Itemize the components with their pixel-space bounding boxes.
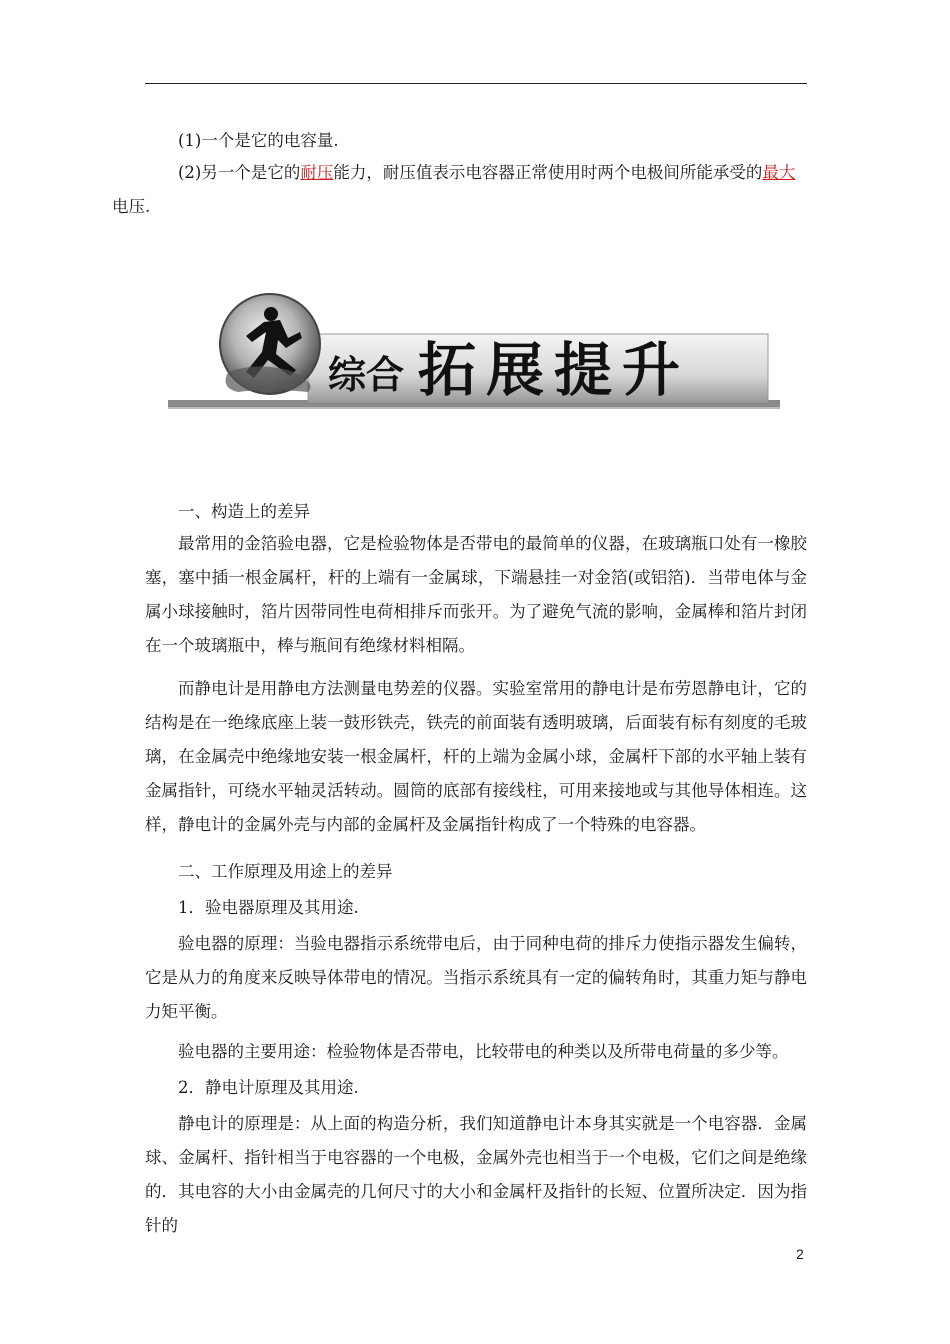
page-number: 2 xyxy=(796,1246,804,1262)
banner-title-small: 综合 xyxy=(328,352,405,397)
paragraph-electroscope-principle: 验电器的原理：当验电器指示系统带电后，由于同种电荷的排斥力使指示器发生偏转，它是从力的角度来反映导体带电的情况。当指示系统具有一定的偏转角时，其重力矩与静电力矩平衡。 xyxy=(145,934,807,1021)
capacitor-item-2 xyxy=(112,156,807,224)
heading-principle: 二、工作原理及用途上的差异 xyxy=(178,862,393,881)
section-banner xyxy=(168,292,780,412)
paragraph-electrometer: 而静电计是用静电方法测量电势差的仪器。实验室常用的静电计是布劳恩静电计，它的结构是在一绝缘底座上装一鼓形铁壳，铁壳的前面装有透明玻璃，后面装有标有刻度的毛玻璃，在金属壳中绝缘地安装一根金属杆，杆的上端为金属小球，金属杆下部的水平轴上装有金属指针，可绕水平轴灵活转动。圆筒的底部有接线柱，可用来接地或与其他导体相连。这样，静电计的金属外壳与内部的金属杆及金属指针构成了一个特殊的电容器。 xyxy=(145,679,807,834)
subheading-electroscope: 1．验电器原理及其用途. xyxy=(178,898,359,917)
heading-structure: 一、构造上的差异 xyxy=(178,502,310,521)
banner-title-large: 拓展提升 xyxy=(418,336,691,404)
answer-voltage-withstand: 耐压 xyxy=(300,163,334,182)
header-rule xyxy=(145,83,807,84)
item2-text-a: (2)另一个是它的 xyxy=(178,163,301,182)
paragraph-electroscope-use: 验电器的主要用途：检验物体是否带电，比较带电的种类以及所带电荷量的多少等。 xyxy=(178,1042,789,1061)
item2-text-b: 能力，耐压值表示电容器正常使用时两个电极间所能承受的 xyxy=(333,163,763,182)
capacitor-item-1: (1)一个是它的电容量. xyxy=(178,131,339,150)
answer-maximum: 最大 xyxy=(762,163,796,182)
item2-text-c: 电压. xyxy=(112,197,151,216)
subheading-electrometer: 2．静电计原理及其用途. xyxy=(178,1078,359,1097)
paragraph-electrometer-principle: 静电计的原理是：从上面的构造分析，我们知道静电计本身其实就是一个电容器．金属球、金属杆、指针相当于电容器的一个电极，金属外壳也相当于一个电极，它们之间是绝缘的．其电容的大小由金属壳的几何尺寸的大小和金属杆及指针的长短、位置所决定．因为指针的 xyxy=(145,1114,807,1235)
paragraph-electroscope: 最常用的金箔验电器，它是检验物体是否带电的最简单的仪器，在玻璃瓶口处有一橡胶塞，塞中插一根金属杆，杆的上端有一金属球，下端悬挂一对金箔(或铝箔)．当带电体与金属小球接触时，箔片因带同性电荷相排斥而张开。为了避免气流的影响，金属棒和箔片封闭在一个玻璃瓶中，棒与瓶间有绝缘材料相隔。 xyxy=(145,534,807,655)
